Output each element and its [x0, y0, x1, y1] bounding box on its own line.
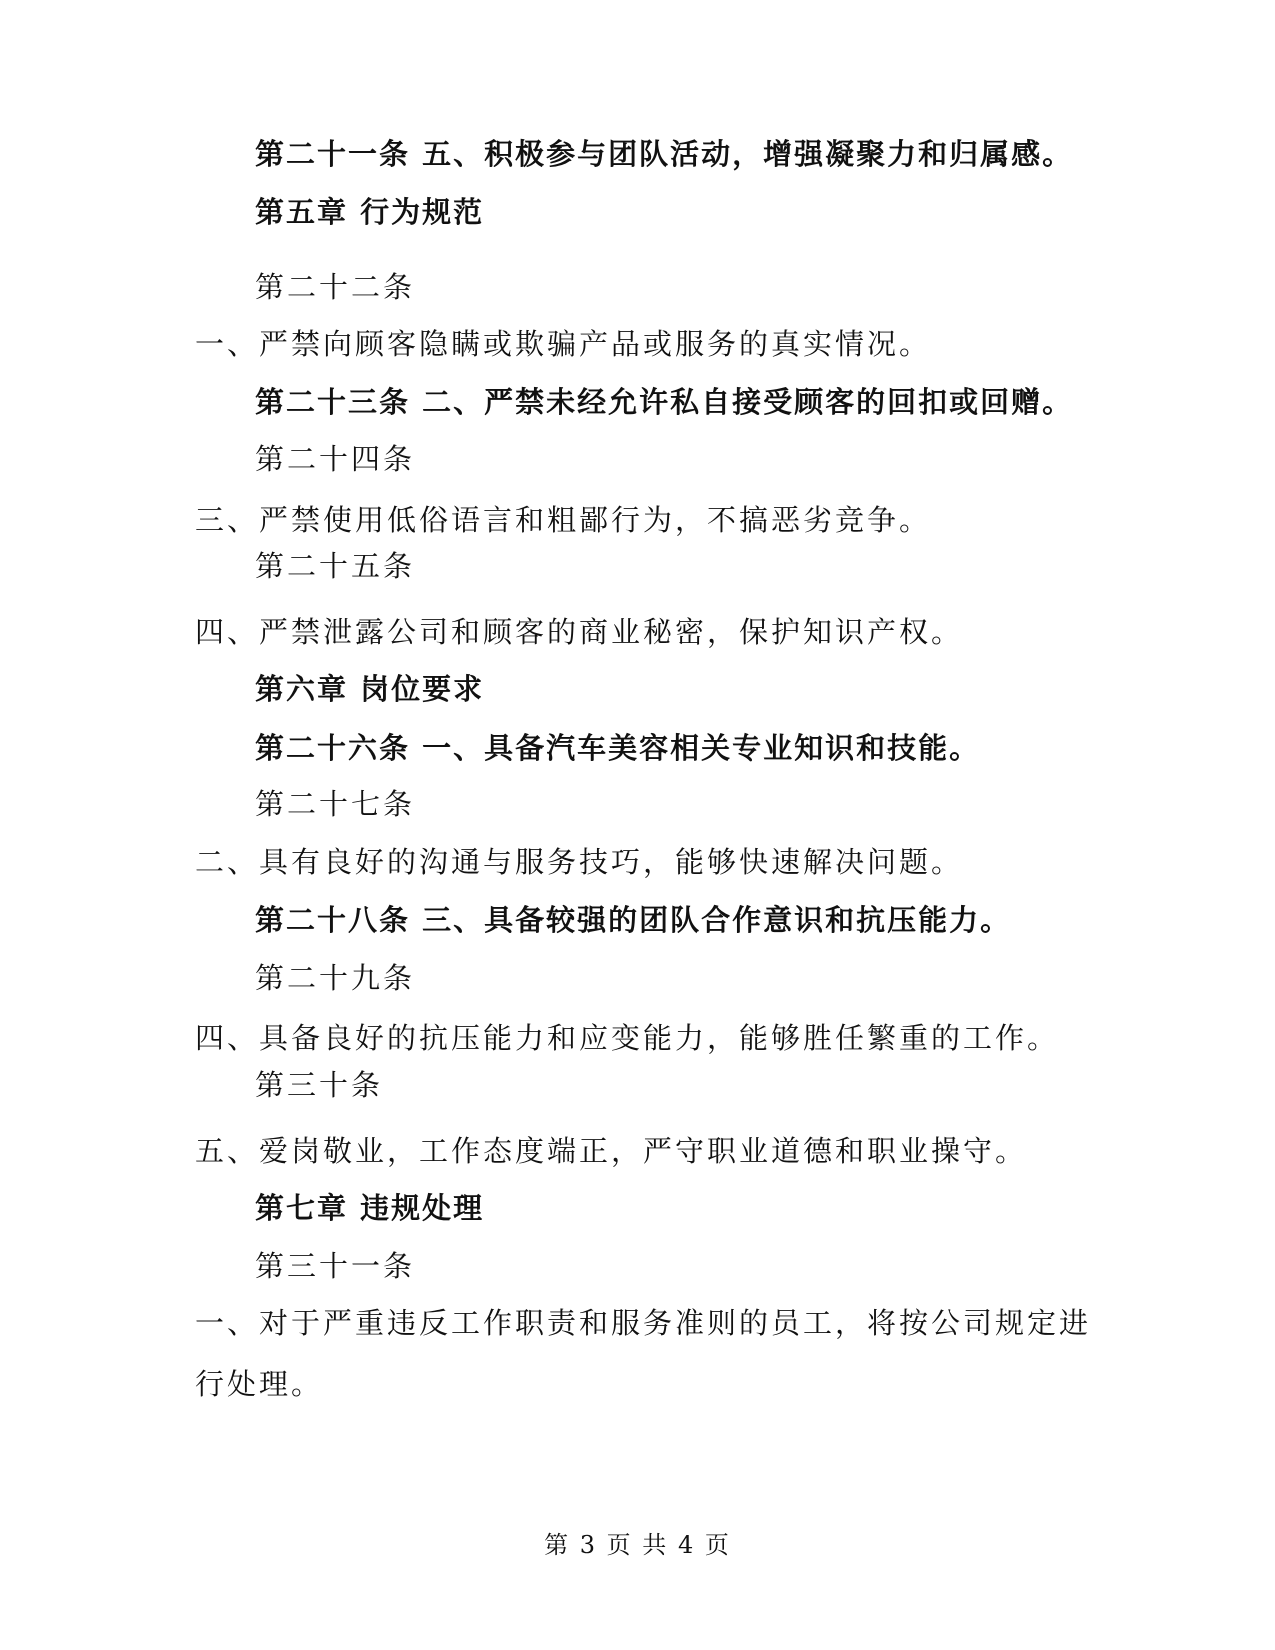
article-22-body: 一、严禁向顾客隐瞒或欺骗产品或服务的真实情况。 — [195, 327, 932, 361]
article-31-body-continued: 行处理。 — [195, 1367, 324, 1401]
article-29-body: 四、具备良好的抗压能力和应变能力，能够胜任繁重的工作。 — [195, 1021, 1060, 1055]
article-27-body: 二、具有良好的沟通与服务技巧，能够快速解决问题。 — [195, 845, 964, 879]
article-27-heading: 第二十七条 — [255, 787, 416, 821]
article-25-heading: 第二十五条 — [255, 549, 416, 583]
article-30-body: 五、爱岗敬业，工作态度端正，严守职业道德和职业操守。 — [195, 1134, 1028, 1168]
article-31-heading: 第三十一条 — [255, 1249, 416, 1283]
chapter-5-heading: 第五章 行为规范 — [255, 195, 485, 229]
article-29-heading: 第二十九条 — [255, 961, 416, 995]
article-31-body: 一、对于严重违反工作职责和服务准则的员工，将按公司规定进 — [195, 1306, 1092, 1340]
chapter-7-heading: 第七章 违规处理 — [255, 1191, 485, 1225]
article-26-line: 第二十六条 一、具备汽车美容相关专业知识和技能。 — [255, 731, 981, 765]
article-24-heading: 第二十四条 — [255, 442, 416, 476]
article-21-line: 第二十一条 五、积极参与团队活动，增强凝聚力和归属感。 — [255, 137, 1074, 171]
article-30-heading: 第三十条 — [255, 1068, 384, 1102]
article-24-body: 三、严禁使用低俗语言和粗鄙行为，不搞恶劣竞争。 — [195, 503, 932, 537]
article-28-line: 第二十八条 三、具备较强的团队合作意识和抗压能力。 — [255, 903, 1012, 937]
article-23-line: 第二十三条 二、严禁未经允许私自接受顾客的回扣或回赠。 — [255, 385, 1074, 419]
article-22-heading: 第二十二条 — [255, 270, 416, 304]
page-number-footer: 第 3 页 共 4 页 — [544, 1531, 731, 1559]
chapter-6-heading: 第六章 岗位要求 — [255, 672, 485, 706]
article-25-body: 四、严禁泄露公司和顾客的商业秘密，保护知识产权。 — [195, 615, 964, 649]
